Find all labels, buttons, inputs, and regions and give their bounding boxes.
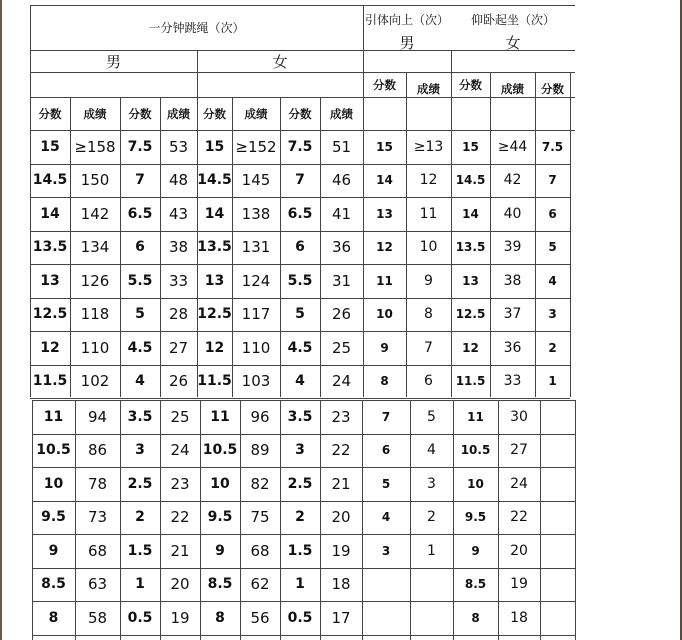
column-header: 成绩 (330, 106, 353, 121)
table-cell: 63 (87, 575, 108, 594)
table-cell: 142 (80, 204, 110, 223)
table-cell: 8.5 (464, 577, 487, 592)
table-cell: 11.5 (32, 373, 68, 390)
table-cell: 7 (135, 172, 145, 189)
table-cell: 124 (241, 271, 271, 290)
table-cell: 25 (170, 407, 190, 426)
table-cell: 14 (462, 206, 479, 221)
table-cell: 15 (40, 138, 60, 155)
table-cell: 2 (548, 340, 557, 355)
table-cell: 12.5 (455, 307, 486, 322)
table-cell: 11 (210, 408, 230, 425)
table-cell: 14.5 (455, 173, 486, 188)
lower-column-divider (160, 400, 161, 640)
table-cell: 6 (548, 206, 557, 221)
table-cell: 14 (40, 205, 60, 222)
table-cell: 20 (170, 575, 190, 594)
table-cell: 26 (168, 372, 189, 391)
table-cell: ≥13 (413, 138, 444, 155)
table-cell (540, 400, 575, 434)
table-cell: 110 (241, 338, 271, 357)
row-divider (32, 635, 575, 636)
table-cell: 78 (87, 474, 108, 493)
table-cell: 13.5 (455, 240, 486, 255)
table-cell: 2 (135, 509, 145, 526)
table-cell: 11.5 (455, 374, 486, 389)
table-cell: 134 (80, 238, 110, 257)
lower-column-divider (410, 400, 411, 640)
table-cell: 11 (43, 408, 64, 425)
table-cell: 8 (380, 374, 389, 389)
table-cell: 12 (419, 172, 438, 189)
table-cell: 26 (331, 305, 352, 324)
table-cell: 96 (250, 407, 270, 426)
table-cell: 89 (250, 441, 270, 460)
table-cell: 14.5 (32, 172, 68, 189)
table-cell: 12 (40, 339, 60, 356)
situp-result-header: 成绩 (501, 81, 524, 96)
table-cell (540, 467, 575, 501)
table-cell: 3 (427, 475, 436, 492)
table-cell: 6 (295, 239, 305, 256)
table-cell: 24 (170, 441, 190, 460)
table-cell: 131 (241, 238, 271, 257)
situp-score2-header: 分数 (541, 81, 564, 96)
table-cell: 8 (48, 609, 59, 626)
table-cell: 6.5 (127, 205, 153, 222)
table-cell: 5 (135, 306, 145, 323)
table-cell: 4 (427, 442, 436, 459)
table-cell: 18 (331, 575, 351, 594)
table-cell (410, 601, 453, 635)
table-cell: 1 (427, 542, 436, 559)
table-cell: 62 (250, 575, 270, 594)
header-gender-divider (30, 72, 575, 73)
table-cell: 68 (87, 541, 108, 560)
table-cell: 24 (510, 475, 528, 492)
table-cell: 3 (135, 442, 145, 459)
photo-frame-left-edge (0, 0, 2, 640)
table-cell: 5 (381, 476, 391, 491)
table-cell: 126 (80, 271, 110, 290)
table-cell (540, 568, 575, 602)
table-cell: 7.5 (541, 139, 564, 154)
table-cell: 118 (80, 305, 110, 324)
table-cell: 9 (48, 542, 59, 559)
table-cell: 22 (170, 508, 190, 527)
lower-column-divider (540, 400, 541, 640)
table-cell: 5 (548, 240, 557, 255)
table-cell: 17 (331, 608, 351, 627)
table-cell: 51 (331, 137, 352, 156)
table-cell: 8 (215, 609, 225, 626)
table-cell: 42 (503, 172, 522, 189)
table-cell: 43 (168, 204, 189, 223)
table-cell: 58 (87, 608, 108, 627)
table-cell: 6 (381, 443, 391, 458)
table-cell: 10.5 (460, 443, 491, 458)
pullup-gender-label: 男 (399, 33, 415, 52)
table-cell: 13 (40, 272, 60, 289)
table-cell: 7 (295, 172, 305, 189)
column-header: 分数 (128, 106, 152, 121)
table-cell: 22 (510, 509, 528, 526)
table-cell: ≥44 (497, 138, 528, 155)
table-cell: 22 (331, 441, 351, 460)
jump-rope-title: 一分钟跳绳（次） (148, 21, 245, 35)
table-cell: 3 (381, 543, 391, 558)
table-cell: 8 (471, 610, 480, 625)
table-cell: 94 (87, 407, 108, 426)
table-cell: 3 (295, 442, 305, 459)
table-cell: 145 (241, 171, 271, 190)
row-divider (30, 398, 570, 399)
table-cell (410, 568, 453, 602)
table-cell: 20 (510, 542, 528, 559)
jump-male-label: 男 (105, 52, 121, 71)
table-cell: 53 (168, 137, 189, 156)
table-cell: 21 (170, 541, 190, 560)
table-cell: 12.5 (32, 306, 68, 323)
table-cell: 6 (424, 373, 433, 390)
table-cell: 14 (376, 173, 393, 188)
table-cell: ≥158 (74, 137, 116, 156)
table-cell: 117 (241, 305, 271, 324)
table-cell: 9 (215, 542, 225, 559)
table-cell: 15 (462, 139, 479, 154)
lower-column-divider (453, 400, 454, 640)
table-cell: 6.5 (287, 205, 313, 222)
table-cell: 38 (503, 272, 522, 289)
table-cell: 33 (503, 373, 522, 390)
table-cell: 14 (204, 205, 225, 222)
table-cell: 13.5 (32, 239, 68, 256)
lower-column-divider (575, 400, 576, 640)
table-cell: ≥152 (235, 137, 277, 156)
table-cell: 20 (331, 508, 351, 527)
table-cell (540, 534, 575, 568)
table-cell: 19 (510, 576, 528, 593)
table-cell: 8.5 (207, 576, 233, 593)
table-cell: 6 (135, 239, 145, 256)
table-cell: 13 (376, 206, 393, 221)
lower-column-divider (280, 400, 281, 640)
table-cell: 5 (427, 408, 436, 425)
table-cell: 10 (419, 239, 438, 256)
table-cell: 33 (168, 271, 189, 290)
table-cell (540, 434, 575, 468)
table-cell (362, 568, 410, 602)
table-cell: 30 (510, 408, 528, 425)
table-cell: 5.5 (127, 272, 153, 289)
lower-column-divider (320, 400, 321, 640)
column-header: 分数 (203, 106, 226, 121)
table-cell: 27 (510, 442, 528, 459)
table-cell: 46 (331, 171, 352, 190)
table-cell: 7.5 (287, 138, 313, 155)
table-cell: 5.5 (287, 272, 313, 289)
table-cell: 68 (250, 541, 270, 560)
table-cell: 27 (168, 338, 189, 357)
table-cell: 10.5 (202, 442, 238, 459)
table-cell: 2 (295, 509, 305, 526)
table-cell: 38 (168, 238, 189, 257)
table-cell: 7 (381, 409, 391, 424)
table-cell: 4.5 (127, 339, 153, 356)
table-cell: 36 (331, 238, 352, 257)
table-cell: 10 (43, 475, 64, 492)
table-cell: 23 (170, 474, 190, 493)
table-cell: 3 (548, 307, 557, 322)
table-cell: 19 (331, 541, 351, 560)
table-cell: 1.5 (127, 542, 153, 559)
table-cell: 18 (510, 609, 528, 626)
table-cell: 23 (331, 407, 351, 426)
table-cell: 4 (548, 273, 557, 288)
situp-score-header: 分数 (459, 77, 482, 92)
lower-column-divider (75, 400, 76, 640)
table-cell: 37 (503, 306, 522, 323)
column-header: 成绩 (83, 106, 107, 121)
table-cell: 39 (503, 239, 522, 256)
lower-column-divider (498, 400, 499, 640)
table-cell: 13.5 (197, 239, 232, 256)
column-header: 分数 (288, 106, 312, 121)
table-cell: 7 (424, 339, 433, 356)
column-header: 成绩 (244, 106, 268, 121)
table-cell: 10.5 (36, 442, 71, 459)
table-cell: 2.5 (127, 475, 153, 492)
table-cell: 12 (376, 240, 393, 255)
table-cell: 56 (250, 608, 270, 627)
table-cell: 13 (462, 273, 479, 288)
table-cell: 15 (204, 138, 225, 155)
lower-column-divider (32, 400, 33, 640)
table-cell: 2.5 (287, 475, 313, 492)
pullup-score-header: 分数 (373, 77, 396, 92)
table-cell: 73 (87, 508, 108, 527)
table-cell: 13 (204, 272, 225, 289)
table-cell: 0.5 (287, 609, 313, 626)
table-cell: 14.5 (197, 172, 232, 189)
table-cell: 12 (204, 339, 225, 356)
table-cell: 4 (381, 510, 391, 525)
table-cell: 12.5 (197, 306, 232, 323)
lower-block-top-border (32, 400, 575, 401)
lower-column-divider (362, 400, 363, 640)
table-cell: 10 (376, 307, 393, 322)
table-cell: 7.5 (127, 138, 153, 155)
table-cell: 36 (503, 339, 522, 356)
table-cell (362, 601, 410, 635)
table-cell: 4 (135, 373, 145, 390)
table-cell: 103 (241, 372, 271, 391)
table-cell: 102 (80, 372, 110, 391)
table-cell: 21 (331, 474, 351, 493)
table-cell: 8 (424, 306, 433, 323)
table-cell: 11 (419, 205, 438, 222)
table-cell: 75 (250, 508, 270, 527)
table-cell: 11 (467, 409, 484, 424)
column-header: 分数 (38, 106, 62, 121)
lower-column-divider (240, 400, 241, 640)
table-cell: 138 (241, 204, 271, 223)
table-cell: 82 (250, 474, 270, 493)
table-cell (540, 601, 575, 635)
table-cell: 10 (210, 475, 230, 492)
table-cell: 11.5 (197, 373, 232, 390)
jump-female-label: 女 (272, 52, 288, 71)
table-cell: 7 (548, 173, 557, 188)
table-cell: 9.5 (207, 509, 233, 526)
table-cell: 110 (80, 338, 110, 357)
pullup-title: 引体向上（次） (364, 12, 449, 27)
situp-gender-label: 女 (505, 33, 521, 52)
table-cell: 31 (331, 271, 352, 290)
table-cell: 41 (331, 204, 352, 223)
table-cell (540, 501, 575, 535)
table-cell: 9.5 (41, 509, 66, 526)
table-cell: 150 (80, 171, 110, 190)
table-cell: 25 (331, 338, 352, 357)
lower-column-divider (200, 400, 201, 640)
grid-line (570, 72, 571, 397)
table-cell: 9 (424, 272, 433, 289)
table-cell: 12 (462, 340, 479, 355)
table-cell: 4 (295, 373, 305, 390)
table-cell: 3.5 (127, 408, 153, 425)
table-cell: 10 (467, 476, 484, 491)
table-cell: 28 (168, 305, 189, 324)
pullup-result-header: 成绩 (417, 81, 440, 96)
table-cell: 15 (376, 139, 393, 154)
table-cell: 19 (170, 608, 190, 627)
table-cell: 1 (548, 374, 557, 389)
table-cell: 0.5 (127, 609, 153, 626)
table-cell: 86 (87, 441, 108, 460)
column-header: 成绩 (167, 106, 190, 121)
table-cell: 3.5 (287, 408, 313, 425)
lower-column-divider (120, 400, 121, 640)
table-cell: 4.5 (287, 339, 313, 356)
table-cell: 1 (295, 576, 305, 593)
table-cell: 1 (135, 576, 145, 593)
situp-title: 仰卧起坐（次） (470, 12, 555, 27)
table-cell: 1.5 (287, 542, 313, 559)
table-cell: 40 (503, 205, 522, 222)
table-cell: 5 (295, 306, 305, 323)
table-cell: 24 (331, 372, 352, 391)
table-cell: 9.5 (464, 510, 487, 525)
table-cell: 48 (168, 171, 189, 190)
table-cell: 11 (376, 273, 393, 288)
table-cell: 9 (380, 340, 389, 355)
table-cell: 9 (471, 543, 480, 558)
table-cell: 2 (427, 509, 436, 526)
table-cell: 8.5 (41, 576, 66, 593)
